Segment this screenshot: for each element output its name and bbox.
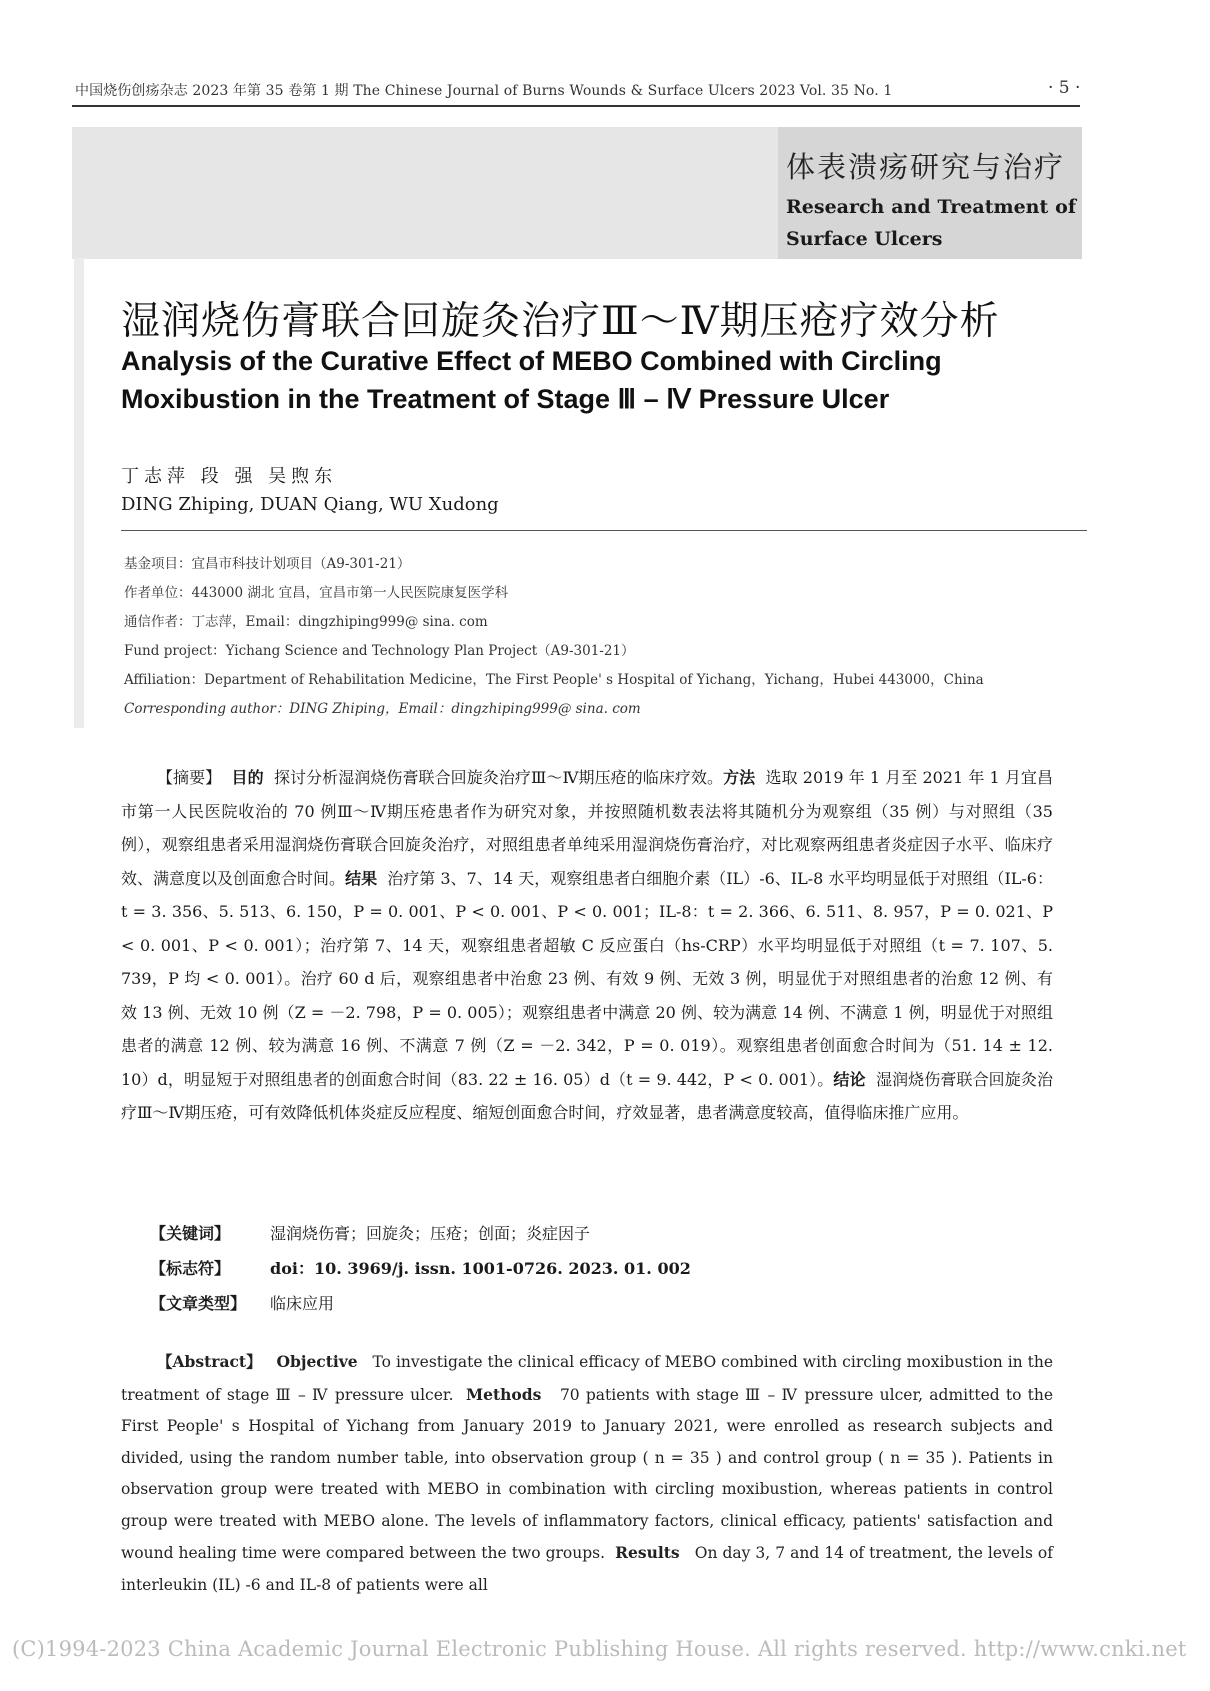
- abstract-en: [121, 1346, 1053, 1601]
- methods-text-en: 70 patients with stage Ⅲ – Ⅳ pressure ulcer, admitted to the First People' s Hospital of Yichang from January 2019 to January 2021, were enrolled as research subjects and divided, using the random number table, into observation group ( n = 35 ) and control group ( n = 35 ). Patients in observation group were treated with MEBO in combination with circling moxibustion, whereas patients in control group were treated with MEBO alone. The levels of inflammatory factors, clinical efficacy, patients' satisfaction and wound healing time were compared between the two groups.: [121, 1385, 1054, 1562]
- results-label-en: Results: [615, 1543, 680, 1562]
- affiliation-cn: 作者单位：443000 湖北 宜昌，宜昌市第一人民医院康复医学科: [124, 585, 509, 601]
- header-rule: [72, 105, 1080, 107]
- column-title-en: Research and Treatment of Surface Ulcers: [786, 196, 1076, 250]
- methods-label-cn: 方法: [723, 768, 756, 787]
- article-title-cn: 湿润烧伤膏联合回旋灸治疗Ⅲ～Ⅳ期压疮疗效分析: [121, 299, 1000, 344]
- objective-label-cn: 目的: [231, 768, 264, 787]
- authors-cn: 丁志萍 段 强 吴煦东: [121, 466, 338, 487]
- corresponding-author-en-text: Corresponding author：DING Zhiping，Email：dingzhiping999@ sina. com: [124, 701, 641, 717]
- abstract-cn-label: 【摘要】: [157, 768, 222, 787]
- methods-label-en: Methods: [465, 1384, 542, 1404]
- meta-divider: [121, 530, 1087, 531]
- article-type-label: 【文章类型】: [150, 1294, 247, 1313]
- objective-text-en: To investigate the clinical efficacy of MEBO combined with circling moxibustion in the treatment of stage Ⅲ – Ⅳ pressure ulcer.: [121, 1353, 1054, 1404]
- objective-text-cn: 探讨分析湿润烧伤膏联合回旋灸治疗Ⅲ～Ⅳ期压疮的临床疗效。: [273, 768, 724, 787]
- results-text-en: On day 3, 7 and 14 of treatment, the levels of interleukin (IL) -6 and IL-8 of patients were all: [121, 1544, 1053, 1594]
- margin-shading: [74, 258, 84, 728]
- article-title-en: Analysis of the Curative Effect of MEBO Combined with Circling Moxibustion in the Treatment of Stage Ⅲ – Ⅳ Pressure Ulcer: [121, 346, 942, 414]
- fund-project-en: Fund project：Yichang Science and Technology Plan Project（A9-301-21）: [124, 643, 635, 659]
- abstract-en-label: 【Abstract】: [157, 1352, 262, 1371]
- keywords-row: [150, 1221, 590, 1244]
- fund-project-cn: 基金项目：宜昌市科技计划项目（A9-301-21）: [124, 556, 411, 572]
- article-type-value: 临床应用: [270, 1294, 335, 1313]
- authors-en: DING Zhiping, DUAN Qiang, WU Xudong: [121, 494, 499, 515]
- page-number: · 5 ·: [1048, 78, 1081, 98]
- doi-label: 【标志符】: [150, 1259, 231, 1278]
- conclusion-label-cn: 结论: [833, 1069, 866, 1089]
- article-type-row: [150, 1291, 334, 1314]
- conclusion-text-cn: 湿润烧伤膏联合回旋灸治疗Ⅲ～Ⅳ期压疮，可有效降低机体炎症反应程度、缩短创面愈合时间，疗效显著，患者满意度较高，值得临床推广应用。: [121, 1069, 1053, 1122]
- doi-value: doi：10. 3969/j. issn. 1001-0726. 2023. 01. 002: [270, 1259, 691, 1278]
- column-title-cn: 体表溃疡研究与治疗: [786, 150, 1066, 184]
- keywords-label: 【关键词】: [150, 1224, 231, 1243]
- running-header: 中国烧伤创疡杂志 2023 年第 35 卷第 1 期 The Chinese Journal of Burns Wounds & Surface Ulcers 2023 Vol. 35 No. 1: [75, 83, 893, 99]
- objective-label-en: Objective: [276, 1352, 358, 1371]
- copyright-footer: (C)1994-2023 China Academic Journal Electronic Publishing House. All rights reserved. http://www.cnki.net: [12, 1637, 1187, 1661]
- methods-text-cn: 选取 2019 年 1 月至 2021 年 1 月宜昌市第一人民医院收治的 70 例Ⅲ～Ⅳ期压疮患者作为研究对象，并按照随机数表法将其随机分为观察组（35 例）与对照组（35 例），观察组患者采用湿润烧伤膏联合回旋灸治疗，对照组患者单纯采用湿润烧伤膏治疗，对比观察两组患者炎症因子水平、临床疗效、满意度以及创面愈合时间。: [121, 768, 1053, 888]
- affiliation-en: Affiliation：Department of Rehabilitation Medicine，The First People' s Hospital of Yichang，Yichang，Hubei 443000，China: [124, 672, 984, 688]
- doi-row: [150, 1256, 691, 1279]
- corresponding-author-cn: 通信作者：丁志萍，Email：dingzhiping999@ sina. com: [124, 614, 488, 630]
- results-label-cn: 结果: [345, 868, 378, 888]
- keywords-value: 湿润烧伤膏；回旋灸；压疮；创面；炎症因子: [270, 1224, 591, 1243]
- corresponding-author-en: [124, 697, 641, 717]
- abstract-cn: [121, 761, 1053, 1130]
- results-text-cn: 治疗第 3、7、14 天，观察组患者白细胞介素（IL）-6、IL-8 水平均明显低于对照组（IL-6：t = 3. 356、5. 513、6. 150，P = 0. 001、P < 0. 001、P < 0. 001；IL-8：t = 2. 366、6. 511、8. 957，P = 0. 021、P < 0. 001、P < 0. 001）；治疗第 7、14 天，观察组患者超敏 C 反应蛋白（hs-CRP）水平均明显低于对照组（t = 7. 107、5. 739，P 均 < 0. 001）。治疗 60 d 后，观察组患者中治愈 23 例、有效 9 例、无效 3 例，明显优于对照组患者的治愈 12 例、有效 13 例、无效 10 例（Z = －2. 798，P = 0. 005）；观察组患者中满意 20 例、较为满意 14 例、不满意 1 例，明显优于对照组患者的满意 12 例、较为满意 16 例、不满意 7 例（Z = －2. 342，P = 0. 019）。观察组患者创面愈合时间为（51. 14 ± 12. 10）d，明显短于对照组患者的创面愈合时间（83. 22 ± 16. 05）d（t = 9. 442，P < 0. 001）。: [121, 868, 1053, 1089]
